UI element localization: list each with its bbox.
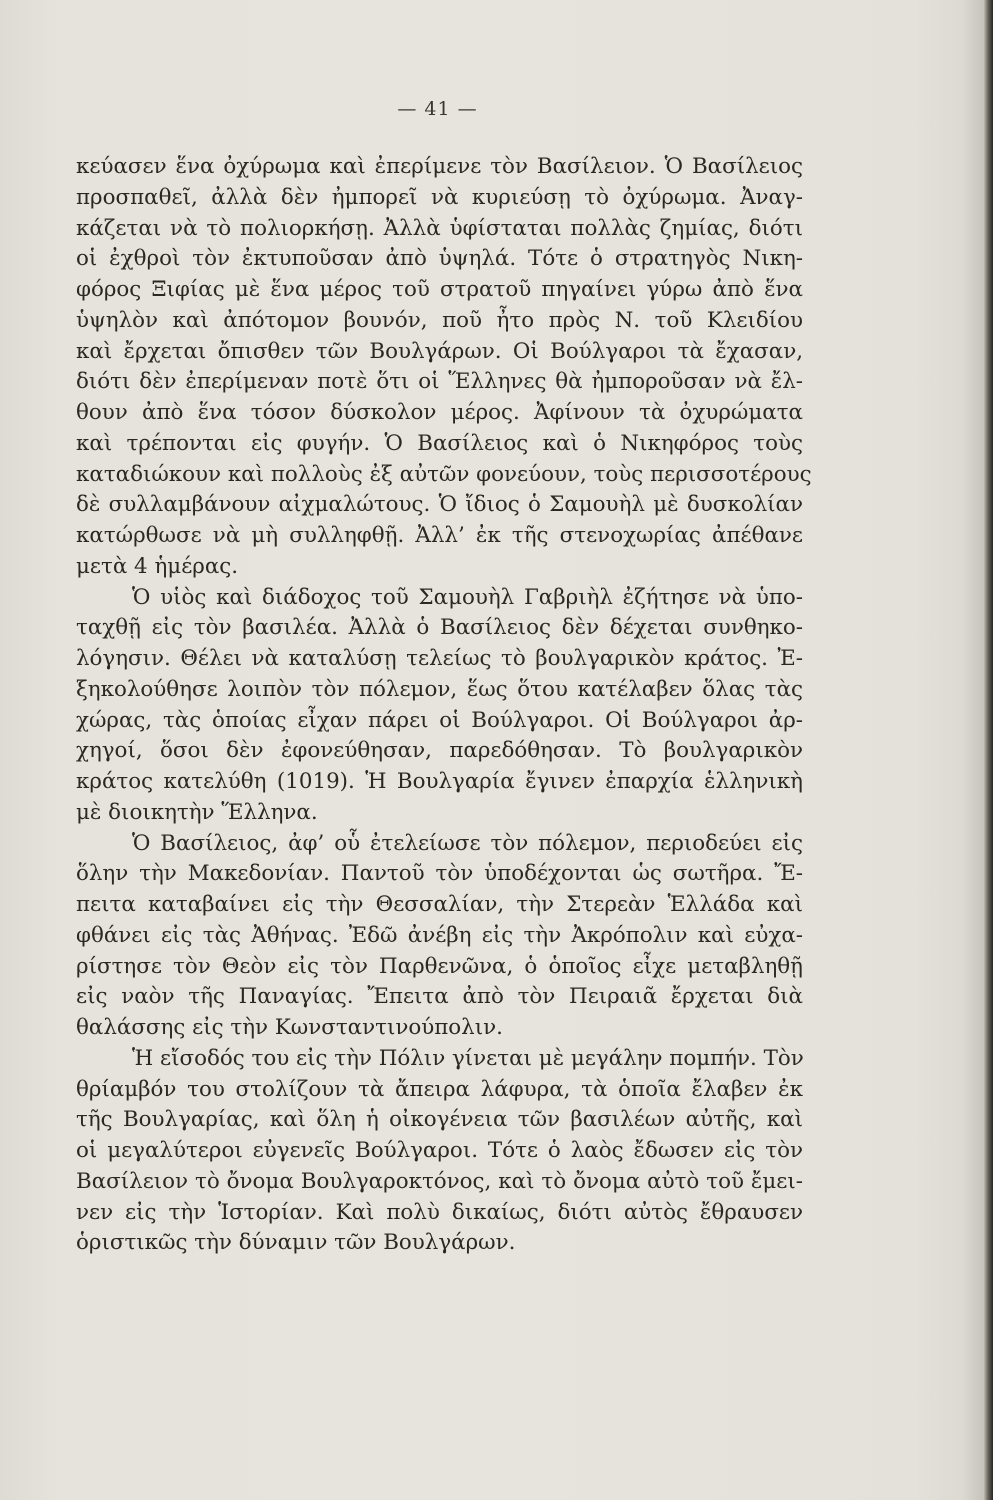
text-line: Ἡ εἴσοδός του εἰς τὴν Πόλιν γίνεται μὲ μεγάλην πομπήν. Τὸν: [132, 1045, 804, 1071]
text-line: εἰς ναὸν τῆς Παναγίας. Ἔπειτα ἀπὸ τὸν Πειραιᾶ ἔρχεται διὰ: [76, 984, 803, 1010]
text-line: προσπαθεῖ, ἀλλὰ δὲν ἠμπορεῖ νὰ κυριεύσῃ τὸ ὀχύρωμα. Ἀναγ-: [76, 184, 803, 210]
paragraph: [76, 829, 803, 1044]
text-line: νεν εἰς τὴν Ἱστορίαν. Καὶ πολὺ δικαίως, διότι αὐτὸς ἔθραυσεν: [76, 1199, 803, 1225]
text-line: Ὁ Βασίλειος, ἀφ’ οὗ ἐτελείωσε τὸν πόλεμον, περιοδεύει εἰς: [132, 830, 803, 856]
text-line: ὑψηλὸν καὶ ἀπότομον βουνόν, ποῦ ἦτο πρὸς Ν. τοῦ Κλειδίου: [76, 307, 803, 333]
text-line: πειτα καταβαίνει εἰς τὴν Θεσσαλίαν, τὴν Στερεὰν Ἑλλάδα καὶ: [76, 892, 803, 917]
text-line: λόγησιν. Θέλει νὰ καταλύσῃ τελείως τὸ βουλγαρικὸν κράτος. Ἐ-: [76, 646, 803, 671]
text-line: ταχθῇ εἰς τὸν βασιλέα. Ἀλλὰ ὁ Βασίλειος δὲν δέχεται συνθηκο-: [76, 615, 803, 641]
text-line: καταδιώκουν καὶ πολλοὺς ἐξ αὐτῶν φονεύουν, τοὺς περισσοτέρους: [76, 461, 812, 487]
text-line: καὶ τρέπονται εἰς φυγήν. Ὁ Βασίλειος καὶ ὁ Νικηφόρος τοὺς: [76, 430, 803, 456]
text-line: ὅλην τὴν Μακεδονίαν. Παντοῦ τὸν ὑποδέχονται ὡς σωτῆρα. Ἔ-: [76, 861, 803, 887]
paragraph: [76, 1044, 803, 1259]
text-line: κεύασεν ἕνα ὀχύρωμα καὶ ἐπερίμενε τὸν Βασίλειον. Ὁ Βασίλειος: [76, 154, 803, 179]
text-line: τῆς Βουλγαρίας, καὶ ὅλη ἡ οἰκογένεια τῶν βασιλέων αὐτῆς, καὶ: [76, 1107, 803, 1133]
spine-shadow: [962, 0, 984, 1500]
text-line: κατώρθωσε νὰ μὴ συλληφθῇ. Ἀλλ’ ἐκ τῆς στενοχωρίας ἀπέθανε: [76, 523, 803, 548]
text-line: κάζεται νὰ τὸ πολιορκήσῃ. Ἀλλὰ ὑφίσταται πολλὰς ζημίας, διότι: [76, 215, 803, 241]
text-line: κράτος κατελύθη (1019). Ἡ Βουλγαρία ἔγινεν ἐπαρχία ἑλληνικὴ: [76, 769, 803, 794]
text-line: μὲ διοικητὴν Ἕλληνα.: [76, 799, 318, 825]
text-line: ρίστησε τὸν Θεὸν εἰς τὸν Παρθενῶνα, ὁ ὁποῖος εἶχε μεταβληθῇ: [76, 953, 803, 979]
text-line: θαλάσσης εἰς τὴν Κωνσταντινούπολιν.: [76, 1015, 503, 1040]
text-line: χηγοί, ὅσοι δὲν ἐφονεύθησαν, παρεδόθησαν. Τὸ βουλγαρικὸν: [76, 738, 803, 764]
text-line: φόρος Ξιφίας μὲ ἕνα μέρος τοῦ στρατοῦ πηγαίνει γύρω ἀπὸ ἕνα: [76, 277, 803, 302]
text-line: μετὰ 4 ἡμέρας.: [76, 553, 239, 579]
text-line: ξηκολούθησε λοιπὸν τὸν πόλεμον, ἕως ὅτου κατέλαβεν ὅλας τὰς: [76, 676, 803, 702]
text-line: χώρας, τὰς ὁποίας εἶχαν πάρει οἱ Βούλγαροι. Οἱ Βούλγαροι ἀρ-: [76, 707, 803, 733]
text-line: ὁριστικῶς τὴν δύναμιν τῶν Βουλγάρων.: [76, 1230, 516, 1256]
page-number: — 41 —: [397, 98, 478, 120]
text-line: οἱ μεγαλύτεροι εὐγενεῖς Βούλγαροι. Τότε ὁ λαὸς ἔδωσεν εἰς τὸν: [76, 1138, 803, 1163]
paragraph: [76, 583, 803, 829]
text-line: Ὁ υἱὸς καὶ διάδοχος τοῦ Σαμουὴλ Γαβριὴλ ἐζήτησε νὰ ὑπο-: [132, 584, 803, 610]
text-line: θουν ἀπὸ ἕνα τόσον δύσκολον μέρος. Ἀφίνουν τὰ ὀχυρώματα: [76, 400, 803, 425]
text-line: φθάνει εἰς τὰς Ἀθήνας. Ἐδῶ ἀνέβη εἰς τὴν Ἀκρόπολιν καὶ εὐχα-: [76, 922, 803, 948]
text-line: καὶ ἔρχεται ὄπισθεν τῶν Βουλγάρων. Οἱ Βούλγαροι τὰ ἔχασαν,: [76, 338, 803, 364]
text-line: Βασίλειον τὸ ὄνομα Βουλγαροκτόνος, καὶ τὸ ὄνομα αὐτὸ τοῦ ἔμει-: [76, 1168, 803, 1194]
text-line: δὲ συλλαμβάνουν αἰχμαλώτους. Ὁ ἴδιος ὁ Σαμουὴλ μὲ δυσκολίαν: [76, 492, 803, 518]
text-line: οἱ ἐχθροὶ τὸν ἐκτυποῦσαν ἀπὸ ὑψηλά. Τότε ὁ στρατηγὸς Νικη-: [76, 246, 803, 272]
text-line: θρίαμβόν του στολίζουν τὰ ἄπειρα λάφυρα, τὰ ὁποῖα ἔλαβεν ἐκ: [76, 1076, 803, 1102]
paragraph: [76, 152, 812, 583]
body-text: [76, 152, 812, 1259]
text-line: διότι δὲν ἐπερίμεναν ποτὲ ὅτι οἱ Ἕλληνες θὰ ἠμποροῦσαν νὰ ἔλ-: [76, 369, 803, 395]
book-spine-edge: [984, 0, 993, 1500]
